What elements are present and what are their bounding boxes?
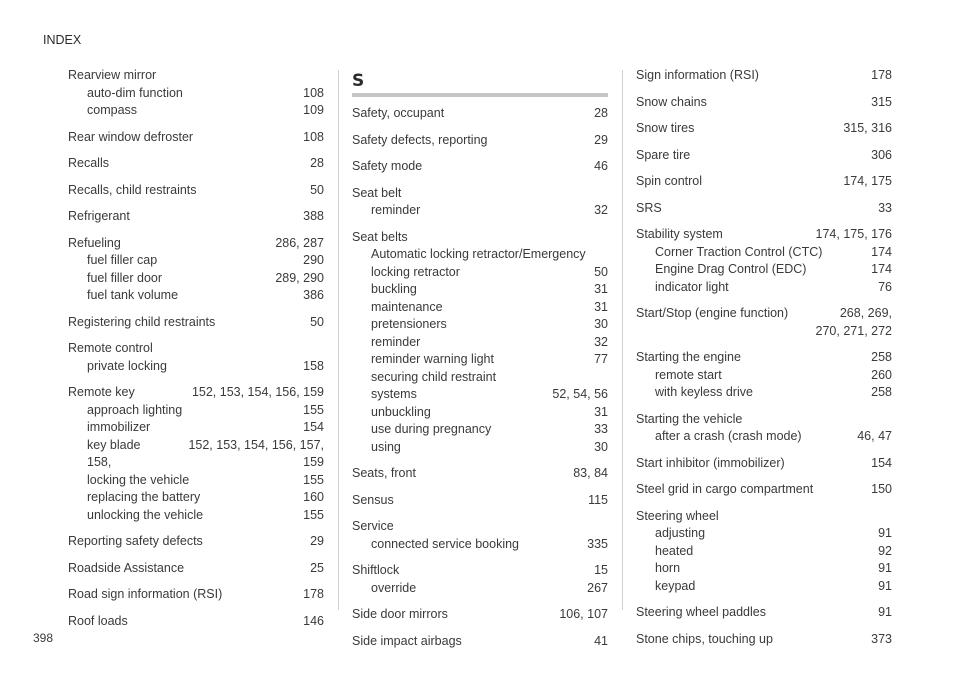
subentry-term: use during pregnancy [371, 422, 492, 436]
index-column-3 [636, 67, 892, 657]
subentry-pages-part: 158, [87, 455, 112, 469]
entry-line [636, 200, 892, 218]
subentry-pages: 92 [878, 543, 892, 558]
subentry-pages: 32 [594, 203, 608, 217]
entry-term: Safety defects, reporting [352, 132, 488, 147]
subentry-list [636, 525, 892, 595]
index-entry [636, 94, 892, 112]
entry-pages: 178 [303, 587, 324, 601]
subentry-pages: 160 [303, 490, 324, 504]
subentry-term: fuel filler cap [87, 253, 158, 267]
subentry-line [352, 421, 608, 439]
subentry-line [352, 351, 608, 369]
entry-line [68, 560, 324, 578]
running-head: INDEX [43, 33, 82, 47]
entry-term: SRS [636, 200, 662, 215]
entry-line [68, 129, 324, 147]
subentry-line [352, 369, 608, 404]
entry-term: Snow tires [636, 121, 695, 135]
entry-line [636, 508, 892, 526]
entry-pages: 315, 316 [843, 121, 892, 135]
entry-line [636, 173, 892, 191]
index-entry [352, 633, 608, 651]
subentry-term: reminder [371, 334, 421, 349]
entry-term: Seat belts [352, 229, 408, 244]
entry-line [352, 492, 608, 510]
entry-pages: 306 [871, 147, 892, 162]
subentry-term: fuel filler door [87, 270, 163, 285]
subentry-list [68, 85, 324, 120]
subentry-line [352, 264, 608, 282]
subentry-line [352, 439, 608, 457]
entry-pages: 91 [878, 605, 892, 619]
index-entry [352, 105, 608, 123]
entry-line [636, 94, 892, 112]
subentry-term: with keyless drive [655, 385, 753, 399]
entry-term: Service [352, 519, 394, 533]
entry-pages: 25 [310, 560, 324, 575]
subentry-pages: 155 [303, 472, 324, 487]
subentry-term: override [371, 580, 417, 595]
index-entry [636, 411, 892, 446]
entry-pages: 268, 269, [839, 306, 892, 320]
subentry-term: buckling [371, 282, 417, 296]
subentry-pages: 31 [594, 299, 608, 314]
subentry-pages: 31 [594, 282, 608, 296]
entry-line [352, 518, 608, 536]
subentry-pages: 91 [878, 578, 892, 593]
subentry-line [352, 202, 608, 220]
subentry-term: key blade [87, 437, 141, 452]
entry-line [68, 384, 324, 402]
entry-term: Recalls [68, 156, 109, 170]
subentry-term: fuel tank volume [87, 288, 179, 302]
entry-pages-continued: 270, 271, 272 [815, 323, 892, 338]
entry-pages: 41 [594, 633, 608, 648]
subentry-list [352, 202, 608, 220]
subentry-term: pretensioners [371, 317, 447, 331]
subentry-line [68, 402, 324, 420]
entry-term: Safety mode [352, 159, 423, 173]
index-entry [68, 235, 324, 305]
letter-header [352, 67, 608, 97]
index-entry [68, 560, 324, 578]
entry-term: Side door mirrors [352, 607, 448, 621]
entry-term: Rear window defroster [68, 129, 194, 144]
subentry-line [352, 281, 608, 299]
subentry-list [68, 358, 324, 376]
entry-line [68, 155, 324, 173]
entry-term: Steering wheel paddles [636, 605, 766, 619]
subentry-line [636, 279, 892, 297]
subentry-pages: 386 [303, 288, 324, 302]
index-column-2 [352, 67, 608, 659]
subentry-pages-continued [87, 454, 324, 472]
index-entry [352, 229, 608, 457]
subentry-term: reminder warning light [371, 352, 494, 366]
subentry-list [636, 428, 892, 446]
subentry-term: locking retractor [371, 264, 460, 279]
entry-term: Spare tire [636, 147, 691, 162]
entry-pages: 106, 107 [559, 607, 608, 621]
subentry-line [636, 578, 892, 596]
entry-term: Stability system [636, 227, 723, 241]
index-entry [68, 586, 324, 604]
entry-pages: 286, 287 [275, 235, 324, 250]
index-entry [68, 384, 324, 524]
subentry-term: Corner Traction Control (CTC) [655, 244, 823, 259]
entry-term: Sensus [352, 492, 394, 507]
subentry-pages: 174 [871, 244, 892, 259]
index-entry [68, 613, 324, 631]
subentry-pages: 335 [587, 536, 608, 551]
entry-line [636, 481, 892, 499]
entry-pages: 150 [871, 482, 892, 496]
column-divider [338, 70, 339, 610]
subentry-pages: 154 [303, 420, 324, 434]
index-entry [68, 129, 324, 147]
subentry-line [68, 419, 324, 437]
index-entry [68, 340, 324, 375]
entry-line [352, 132, 608, 150]
subentry-pages: 109 [303, 103, 324, 117]
subentry-line [68, 85, 324, 103]
subentry-line [352, 580, 608, 598]
entry-term: Seat belt [352, 185, 402, 200]
subentry-pages: 290 [303, 253, 324, 267]
entry-line [636, 411, 892, 429]
entry-pages: 46 [594, 159, 608, 173]
entry-pages: 28 [310, 156, 324, 170]
index-entry [636, 147, 892, 165]
entry-term: Refrigerant [68, 209, 130, 223]
column-divider [622, 70, 623, 610]
entry-term: Reporting safety defects [68, 534, 203, 548]
subentry-term: unbuckling [371, 404, 431, 419]
entry-term: Shiftlock [352, 563, 400, 577]
subentry-list [352, 246, 608, 456]
subentry-list [636, 367, 892, 402]
entry-line [68, 533, 324, 551]
subentry-term: locking the vehicle [87, 472, 190, 487]
index-entry [68, 208, 324, 226]
subentry-term: replacing the battery [87, 490, 201, 504]
subentry-pages: 30 [594, 439, 608, 454]
entry-pages: 258 [871, 350, 892, 364]
entry-line [636, 455, 892, 473]
entry-term: Safety, occupant [352, 106, 445, 120]
subentry-list [352, 536, 608, 554]
subentry-pages: 32 [594, 334, 608, 349]
entry-term: Rearview mirror [68, 68, 157, 82]
entry-term: Side impact airbags [352, 633, 462, 648]
subentry-pages: 76 [878, 279, 892, 294]
index-entry [636, 305, 892, 340]
subentry-line [68, 489, 324, 507]
subentry-pages: 33 [594, 422, 608, 436]
subentry-line [636, 560, 892, 578]
entry-term: Sign information (RSI) [636, 68, 759, 82]
entry-term: Spin control [636, 174, 703, 188]
entry-line [68, 182, 324, 200]
subentry-term: unlocking the vehicle [87, 507, 204, 522]
entry-line [636, 305, 892, 323]
entry-term: Refueling [68, 235, 121, 250]
entry-line [352, 229, 608, 247]
subentry-pages: 91 [878, 526, 892, 540]
index-entry [636, 631, 892, 649]
entry-line [352, 562, 608, 580]
entry-line [68, 314, 324, 332]
entry-line [68, 235, 324, 253]
entry-pages: 174, 175, 176 [815, 227, 892, 241]
subentry-term: indicator light [655, 279, 729, 294]
index-entry [352, 606, 608, 624]
entry-term: Roadside Assistance [68, 560, 185, 575]
entry-line [68, 613, 324, 631]
subentry-term: Automatic locking retractor/Emergency [371, 247, 586, 261]
subentry-pages-part: 159 [303, 455, 324, 469]
entry-pages: 50 [310, 182, 324, 197]
subentry-term: keypad [655, 578, 696, 593]
entry-pages: 108 [303, 129, 324, 144]
subentry-term: auto-dim function [87, 85, 183, 100]
entry-term: Steel grid in cargo compartment [636, 482, 814, 496]
subentry-line [352, 536, 608, 554]
subentry-line [68, 358, 324, 376]
entry-pages: 83, 84 [573, 466, 608, 480]
index-entry [636, 604, 892, 622]
entry-pages: 29 [310, 534, 324, 548]
subentry-term: immobilizer [87, 420, 151, 434]
subentry-list [68, 252, 324, 305]
subentry-pages: 50 [594, 264, 608, 279]
subentry-term: remote start [655, 367, 722, 382]
subentry-pages: 152, 153, 154, 156, 157, [188, 437, 324, 452]
index-entry [636, 67, 892, 85]
index-entry [636, 200, 892, 218]
subentry-term: compass [87, 103, 138, 117]
entry-term: Start/Stop (engine function) [636, 306, 789, 320]
subentry-list [352, 580, 608, 598]
entry-pages: 15 [594, 563, 608, 577]
index-entry [636, 120, 892, 138]
entry-pages: 28 [594, 106, 608, 120]
subentry-term: adjusting [655, 526, 706, 540]
subentry-term: connected service booking [371, 536, 520, 551]
subentry-pages: 108 [303, 85, 324, 100]
subentry-list [636, 244, 892, 297]
subentry-term: private locking [87, 358, 167, 373]
subentry-term: approach lighting [87, 402, 183, 417]
entry-term: Seats, front [352, 466, 416, 480]
entry-line [636, 67, 892, 85]
subentry-term: using [371, 439, 401, 454]
entry-line [636, 631, 892, 649]
entry-term: Remote control [68, 341, 153, 355]
entry-term: Recalls, child restraints [68, 182, 197, 197]
subentry-pages: 52, 54, 56 [552, 387, 608, 401]
subentry-line [352, 246, 608, 264]
subentry-line [68, 454, 324, 472]
subentry-pages: 267 [587, 580, 608, 595]
entry-pages: 115 [588, 492, 608, 507]
index-entry [352, 158, 608, 176]
entry-line [352, 185, 608, 203]
entry-line [352, 606, 608, 624]
entry-pages: 174, 175 [843, 174, 892, 188]
subentry-pages: 91 [878, 561, 892, 575]
entry-line [636, 147, 892, 165]
subentry-term: securing child restraint systems [371, 369, 497, 401]
entry-pages: 373 [871, 631, 892, 646]
index-entry [636, 508, 892, 596]
subentry-term: maintenance [371, 299, 443, 314]
subentry-line [68, 437, 324, 455]
entry-term: Start inhibitor (immobilizer) [636, 455, 785, 470]
entry-line [636, 349, 892, 367]
subentry-pages: 174 [871, 262, 892, 276]
entry-pages: 50 [310, 314, 324, 329]
subentry-line [68, 252, 324, 270]
index-entry [352, 492, 608, 510]
index-entry [636, 226, 892, 296]
entry-line [636, 226, 892, 244]
index-entry [68, 314, 324, 332]
subentry-line [352, 299, 608, 317]
subentry-pages: 289, 290 [275, 270, 324, 285]
entry-term: Starting the vehicle [636, 411, 743, 426]
subentry-list [68, 402, 324, 525]
subentry-term: after a crash (crash mode) [655, 429, 802, 443]
index-entry [68, 182, 324, 200]
subentry-line [636, 543, 892, 561]
subentry-line [68, 287, 324, 305]
entry-pages: 388 [303, 209, 324, 223]
index-entry [352, 132, 608, 150]
subentry-pages: 46, 47 [857, 429, 892, 443]
entry-line [636, 604, 892, 622]
subentry-line [636, 261, 892, 279]
subentry-pages: 258 [871, 385, 892, 399]
subentry-line [636, 428, 892, 446]
index-entry [68, 155, 324, 173]
index-entry [352, 465, 608, 483]
subentry-line [68, 102, 324, 120]
index-entry [352, 518, 608, 553]
subentry-pages: 155 [303, 507, 324, 522]
subentry-line [636, 244, 892, 262]
subentry-pages: 30 [594, 317, 608, 331]
subentry-pages: 158 [303, 358, 324, 373]
subentry-line [352, 404, 608, 422]
subentry-pages: 77 [594, 352, 608, 366]
page-number: 398 [33, 631, 54, 645]
subentry-pages: 31 [594, 404, 608, 419]
entry-line [636, 120, 892, 138]
subentry-term: reminder [371, 203, 421, 217]
subentry-line [636, 384, 892, 402]
entry-line [352, 105, 608, 123]
subentry-pages: 260 [871, 367, 892, 382]
entry-term: Roof loads [68, 613, 128, 628]
entry-term: Remote key [68, 385, 135, 399]
index-entry [352, 562, 608, 597]
entry-term: Starting the engine [636, 350, 741, 364]
entry-term: Registering child restraints [68, 314, 216, 329]
index-column-1 [68, 67, 324, 639]
subentry-pages: 155 [303, 402, 324, 417]
entry-term: Snow chains [636, 94, 707, 109]
entry-line [352, 633, 608, 651]
entry-line [68, 340, 324, 358]
entry-term: Stone chips, touching up [636, 631, 773, 646]
subentry-term: heated [655, 543, 694, 558]
index-entry [636, 349, 892, 402]
subentry-term: Engine Drag Control (EDC) [655, 262, 807, 276]
subentry-term: horn [655, 561, 681, 575]
subentry-line [68, 270, 324, 288]
subentry-line [352, 334, 608, 352]
index-entry [68, 533, 324, 551]
section-letter: S [352, 71, 365, 91]
index-entry [352, 185, 608, 220]
entry-pages: 33 [878, 200, 892, 215]
index-entry [636, 481, 892, 499]
entry-pages: 146 [303, 613, 324, 628]
subentry-line [68, 472, 324, 490]
entry-pages: 315 [871, 94, 892, 109]
index-entry [636, 455, 892, 473]
subentry-line [636, 525, 892, 543]
index-entry [68, 67, 324, 120]
entry-pages: 178 [871, 68, 892, 82]
entry-line [352, 465, 608, 483]
subentry-line [68, 507, 324, 525]
entry-pages: 29 [594, 132, 608, 147]
entry-line [68, 67, 324, 85]
index-entry [636, 173, 892, 191]
entry-line [68, 208, 324, 226]
entry-pages: 152, 153, 154, 156, 159 [191, 385, 324, 399]
entry-pages: 154 [871, 455, 892, 470]
entry-term: Road sign information (RSI) [68, 587, 223, 601]
entry-term: Steering wheel [636, 508, 719, 523]
entry-line [68, 586, 324, 604]
entry-line [352, 158, 608, 176]
subentry-line [352, 316, 608, 334]
subentry-line [636, 367, 892, 385]
